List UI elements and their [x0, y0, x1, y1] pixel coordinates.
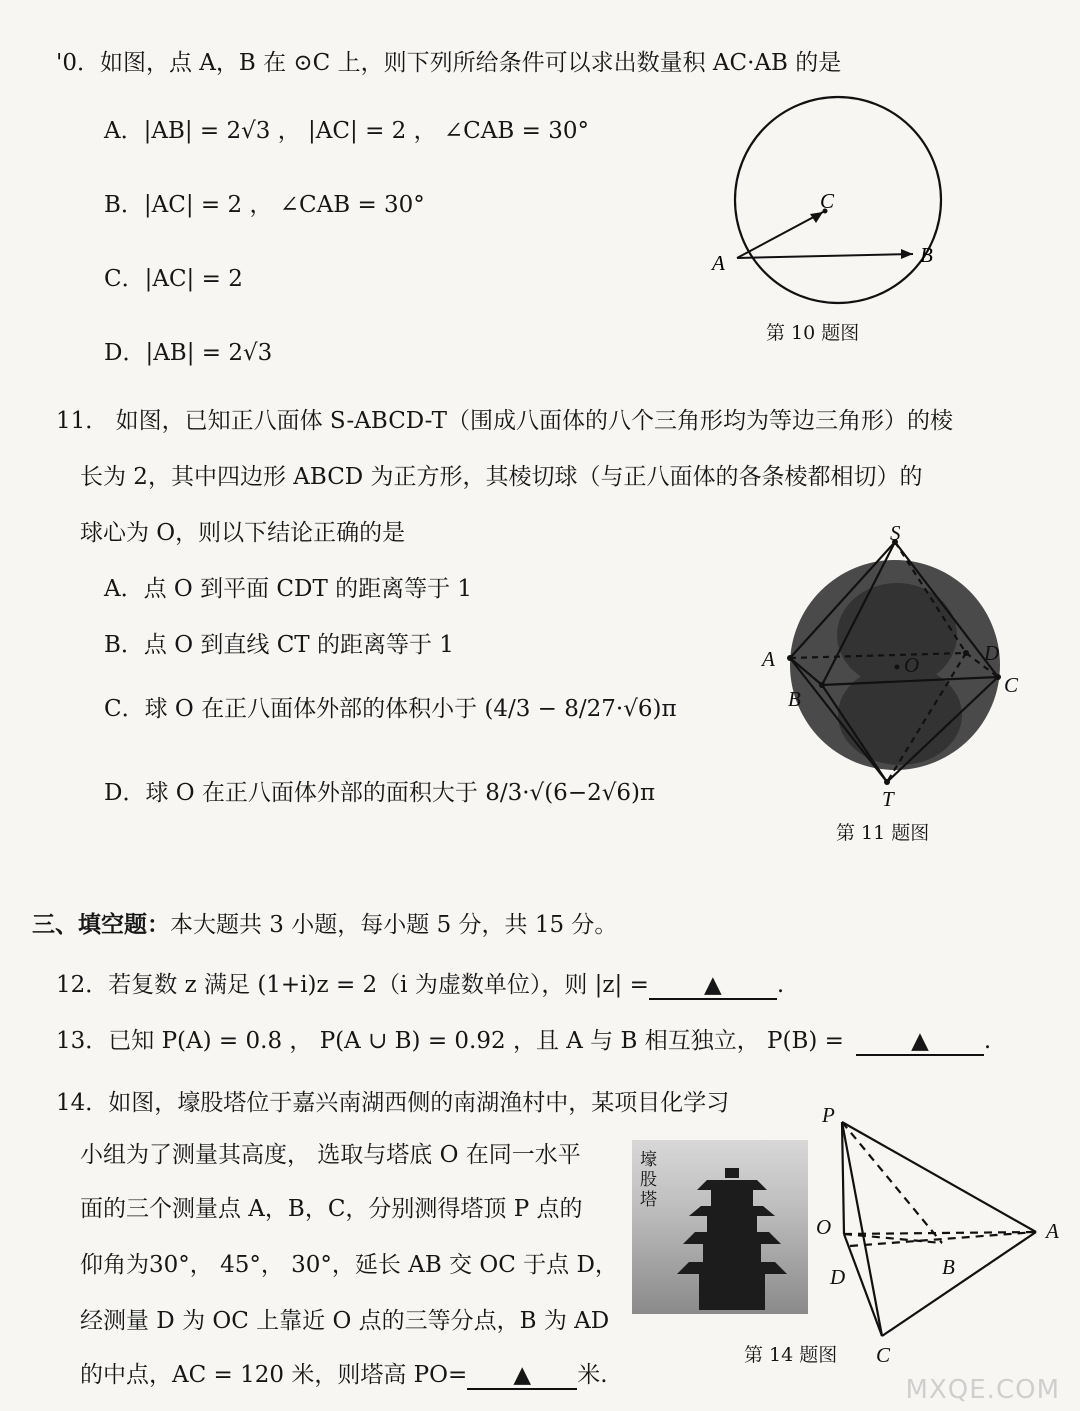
vector-ab — [737, 254, 913, 258]
q11-octahedron-figure — [752, 520, 1052, 820]
q11-line-3: 球心为 O，则以下结论正确的是 — [80, 520, 406, 546]
q14-blank-mark: ▲ — [513, 1362, 532, 1388]
q11-option-c: C．球 O 在正八面体外部的体积小于 (4/3 − 8/27·√6)π — [104, 696, 677, 722]
label-s: S — [890, 521, 901, 545]
label-c: C — [1004, 673, 1019, 697]
label-c: C — [820, 189, 835, 213]
q14-line-3: 面的三个测量点 A，B，C，分别测得塔顶 P 点的 — [80, 1196, 583, 1222]
q11-line-2: 长为 2，其中四边形 ABCD 为正方形，其棱切球（与正八面体的各条棱都相切）的 — [80, 464, 923, 490]
q14-line-2: 小组为了测量其高度， 选取与塔底 O 在同一水平 — [80, 1142, 581, 1168]
section3-header — [32, 910, 617, 940]
q12-text: 12．若复数 z 满足 (1+i)z = 2（i 为虚数单位），则 |z| = — [56, 972, 649, 998]
label-d: D — [830, 1265, 846, 1289]
label-t: T — [882, 787, 894, 811]
vector-ac — [737, 212, 823, 258]
label-b: B — [788, 687, 801, 711]
q12-blank-mark: ▲ — [704, 972, 722, 998]
center-o — [895, 665, 900, 670]
q10-circle — [735, 97, 941, 303]
q10-circle-figure — [700, 90, 980, 320]
section3-desc: 本大题共 3 小题，每小题 5 分，共 15 分。 — [170, 912, 618, 938]
pagoda-silhouette — [677, 1160, 787, 1310]
label-d: D — [984, 641, 1000, 665]
q14-caption: 第 14 题图 — [744, 1344, 838, 1366]
q10-option-a: A．|AB| = 2√3 ， |AC| = 2 ， ∠CAB = 30° — [104, 118, 589, 144]
q13-answer-blank[interactable] — [856, 1028, 984, 1056]
tetrahedron-edges — [842, 1122, 1036, 1336]
q11-option-a: A．点 O 到平面 CDT 的距离等于 1 — [104, 576, 473, 602]
q14-line-6 — [80, 1360, 608, 1390]
section3-heading: 三、填空题： — [32, 911, 170, 938]
label-b: B — [942, 1255, 955, 1279]
label-a: A — [1046, 1219, 1059, 1243]
q12 — [56, 970, 784, 1000]
q11-line-1: 11． 如图，已知正八面体 S-ABCD-T（围成八面体的八个三角形均为等边三角形）的棱 — [56, 408, 953, 434]
label-a: A — [712, 251, 725, 275]
q10-option-c: C．|AC| = 2 — [104, 266, 243, 292]
q14-line-4: 仰角为30°， 45°， 30°，延长 AB 交 OC 于点 D， — [80, 1252, 618, 1278]
q14-line-6-text: 的中点，AC = 120 米，则塔高 PO= — [80, 1362, 468, 1388]
q10-option-d: D．|AB| = 2√3 — [104, 340, 273, 366]
q14-unit: 米. — [577, 1362, 608, 1388]
q11-caption: 第 11 题图 — [836, 822, 930, 844]
label-a: A — [762, 647, 775, 671]
label-b: B — [920, 243, 933, 267]
q10-stem: '0．如图，点 A，B 在 ⊙C 上，则下列所给条件可以求出数量积 AC·AB 的是 — [56, 50, 842, 76]
q12-tail: . — [776, 972, 785, 998]
q14-tetrahedron-figure — [812, 1098, 1074, 1373]
q13-tail: . — [983, 1028, 992, 1054]
watermark: MXQE.COM — [905, 1375, 1060, 1405]
q14-line-5: 经测量 D 为 OC 上靠近 O 点的三等分点，B 为 AD — [80, 1308, 610, 1334]
q13-text: 13．已知 P(A) = 0.8 ， P(A ∪ B) = 0.92 ，且 A 与 B 相互独立， P(B) = — [56, 1028, 844, 1054]
q10-caption: 第 10 题图 — [766, 322, 860, 344]
pagoda-photo — [632, 1140, 808, 1314]
q13-blank-mark: ▲ — [911, 1028, 929, 1054]
vector-ab-arrowhead — [901, 249, 913, 259]
q12-answer-blank[interactable] — [649, 972, 777, 1000]
q11-option-d: D．球 O 在正八面体外部的面积大于 8/3·√(6−2√6)π — [104, 780, 656, 806]
label-o: O — [816, 1215, 832, 1239]
q10-option-b: B．|AC| = 2 ， ∠CAB = 30° — [104, 192, 425, 218]
label-c: C — [876, 1343, 891, 1367]
pagoda-photo-label: 壕股塔 — [640, 1150, 657, 1210]
label-p: P — [822, 1103, 835, 1127]
q14-answer-blank[interactable] — [467, 1362, 577, 1390]
q14-line-1: 14．如图，壕股塔位于嘉兴南湖西侧的南湖渔村中，某项目化学习 — [56, 1090, 730, 1116]
q13 — [56, 1026, 991, 1056]
label-o: O — [904, 653, 920, 677]
q11-option-b: B．点 O 到直线 CT 的距离等于 1 — [104, 632, 454, 658]
